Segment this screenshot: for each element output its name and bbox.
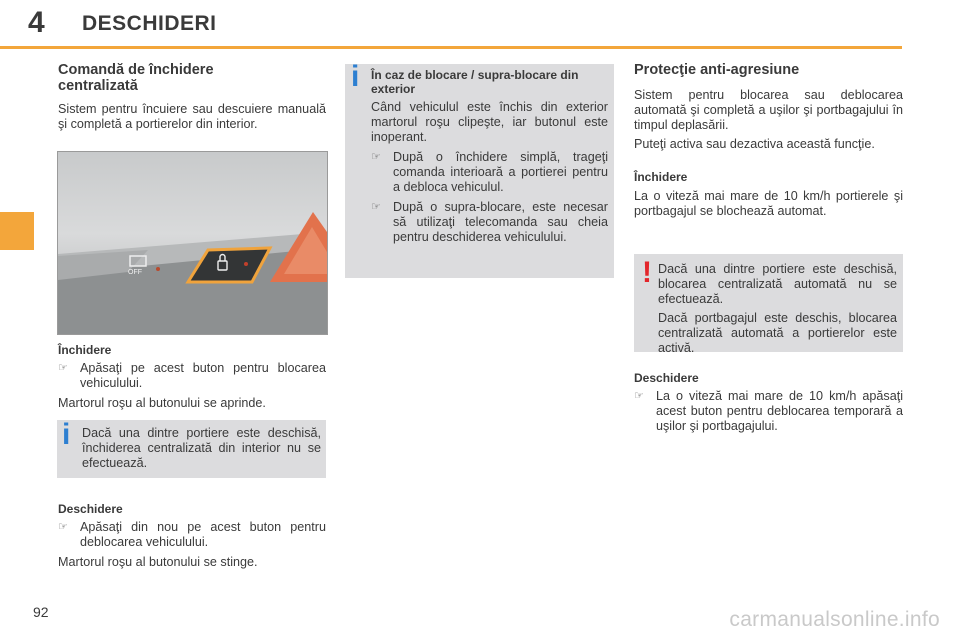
auto-closing-heading: Închidere: [634, 170, 688, 184]
info-title-exterior-locking: În caz de blocare / supra-blocare din exterior: [371, 68, 579, 96]
header-rule: [0, 46, 902, 49]
info-icon: i: [351, 60, 360, 93]
opening-note: Martorul roşu al butonului se stinge.: [58, 555, 258, 569]
pointing-hand-icon: ☞: [58, 521, 68, 533]
auto-closing-text: La o viteză mai mare de 10 km/h portierele şi portbagajul se blochează automat.: [634, 189, 903, 218]
pointing-hand-icon: ☞: [634, 390, 644, 402]
svg-text:OFF: OFF: [128, 269, 142, 276]
closing-heading: Închidere: [58, 343, 112, 357]
info-bullet-simple-lock: ☞ După o închidere simplă, trageţi comanda interioară a portierei pentru a debloca vehiculul.: [371, 150, 608, 194]
opening-bullet: ☞ Apăsaţi din nou pe acest buton pentru deblocarea vehiculului.: [58, 520, 326, 549]
console-panel-svg: [58, 152, 327, 334]
temporary-opening-bullet: ☞ La o viteză mai mare de 10 km/h apăsaţi acest buton pentru deblocarea temporară a uşilor şi portbagajului.: [634, 389, 903, 433]
chapter-side-tab: [0, 212, 34, 250]
exclamation-icon: !: [642, 256, 652, 289]
anti-aggression-activation: Puteţi activa sau dezactiva această funcţie.: [634, 137, 875, 151]
column-central-locking-actions: [58, 343, 326, 411]
watermark: carmanualsonline.info: [729, 608, 940, 631]
column-anti-aggression: [634, 62, 903, 219]
central-locking-intro: Sistem pentru încuiere sau descuiere manuală şi completă a portierelor din interior.: [58, 102, 326, 131]
info-text-door-open: Dacă una dintre portiere este deschisă, închiderea centralizată din interior nu se efectuează.: [82, 426, 321, 470]
opening-heading: Deschidere: [58, 502, 123, 516]
info-bullet-super-lock: ☞ După o supra-blocare, este necesar să utilizaţi telecomanda sau cheia pentru deschiderea vehiculului.: [371, 200, 608, 244]
section-title-central-locking: Comandă de închidere centralizată: [58, 62, 214, 94]
anti-aggression-intro: Sistem pentru blocarea sau deblocarea automată şi completă a uşilor şi portbagajului în timpul deplasării.: [634, 88, 903, 132]
chapter-number: 4: [28, 6, 45, 39]
warning-content: [658, 262, 897, 356]
info-icon: i: [62, 418, 71, 451]
warning-text-boot: Dacă portbagajul este deschis, blocarea centralizată automată a portierelor este activă.: [658, 311, 897, 355]
section-title-anti-aggression: Protecţie anti-agresiune: [634, 62, 800, 78]
column-central-unlocking: [58, 502, 326, 570]
page-number: 92: [33, 604, 49, 620]
lock-button-illustration: [57, 151, 328, 335]
pointing-hand-icon: ☞: [371, 201, 381, 213]
info-content-exterior-locking: [371, 68, 608, 245]
pointing-hand-icon: ☞: [58, 362, 68, 374]
pointing-hand-icon: ☞: [371, 151, 381, 163]
temporary-opening-heading: Deschidere: [634, 371, 699, 385]
info-intro-exterior-locking: Când vehiculul este închis din exterior martorul roşu clipeşte, iar butonul este inoperant.: [371, 100, 608, 144]
column-temporary-unlocking: [634, 371, 903, 434]
closing-bullet: ☞ Apăsaţi pe acest buton pentru blocarea vehiculului.: [58, 361, 326, 390]
closing-note: Martorul roşu al butonului se aprinde.: [58, 396, 266, 410]
chapter-title: DESCHIDERI: [82, 12, 217, 35]
warning-text-door: Dacă una dintre portiere este deschisă, blocarea centralizată automată nu se efectuează.: [658, 262, 897, 306]
column-central-locking: [58, 62, 326, 132]
